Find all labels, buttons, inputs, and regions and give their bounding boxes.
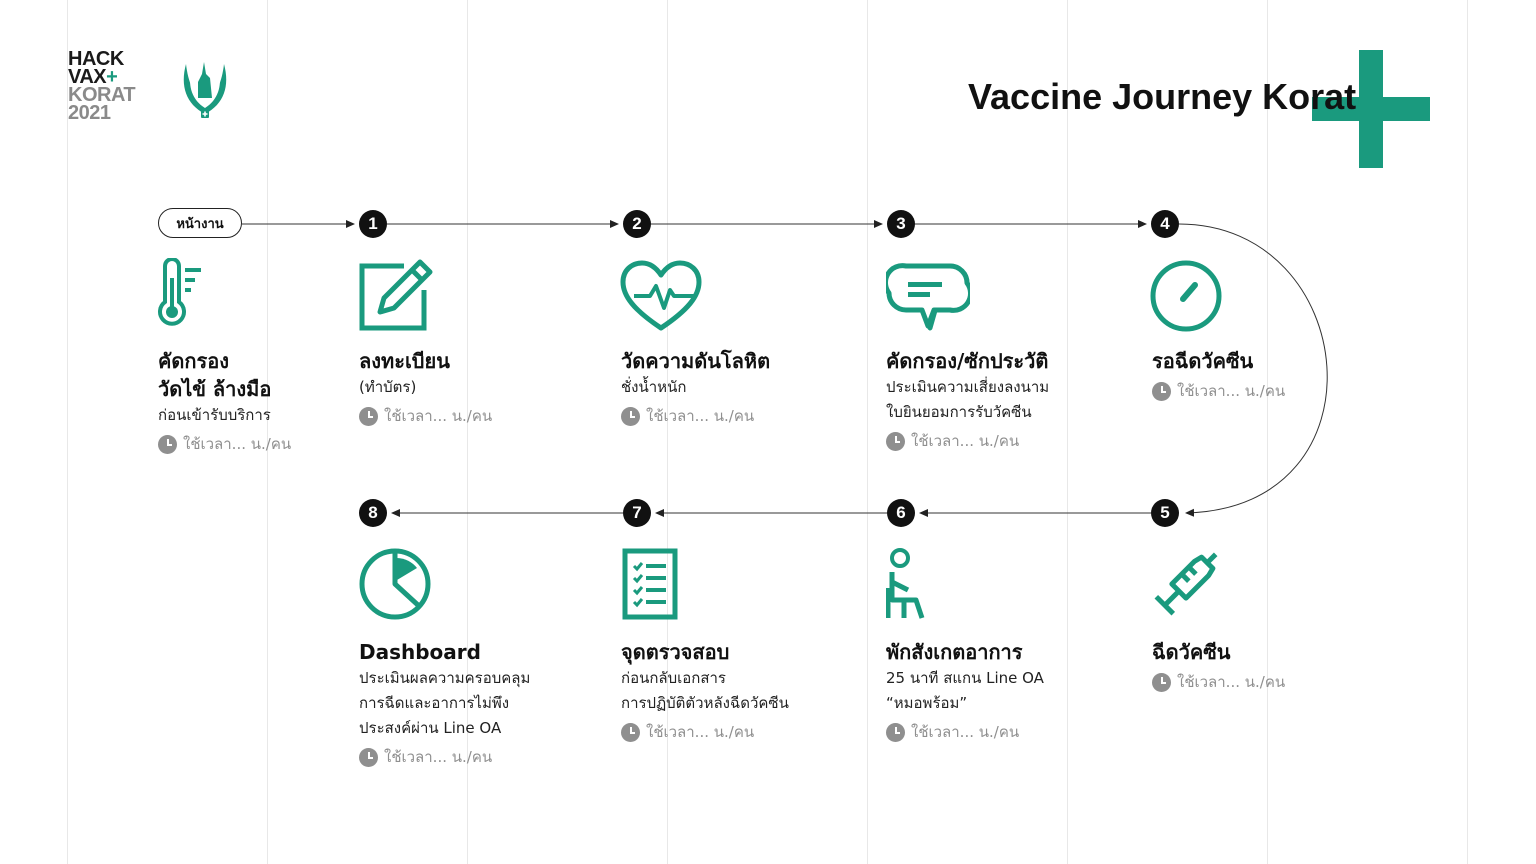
logo-line-year: 2021 <box>68 102 111 124</box>
step-title: ฉีดวัคซีน <box>1152 640 1231 664</box>
heart-pulse-icon <box>620 260 702 332</box>
step-desc: ใบยินยอมการรับวัคซีน <box>886 403 1032 421</box>
step-time <box>158 432 418 456</box>
step-time <box>359 745 619 769</box>
step-desc: (ทำบัตร) <box>359 378 417 396</box>
syringe-icon <box>1150 548 1222 620</box>
step-time-text: ใช้เวลา... น./คน <box>646 407 755 425</box>
step-badge-4: 4 <box>1151 210 1179 238</box>
step-badge-1: 1 <box>359 210 387 238</box>
step-title: ลงทะเบียน <box>359 349 450 373</box>
step-title: คัดกรอง/ซักประวัติ <box>886 349 1049 373</box>
step-4-waiting <box>1152 347 1352 403</box>
step-title: Dashboard <box>359 640 481 664</box>
step-2-blood-pressure <box>621 347 881 428</box>
logo-line-hack: HACK <box>68 48 124 70</box>
start-label: หน้างาน <box>158 208 242 238</box>
step-time-text: ใช้เวลา... น./คน <box>183 435 292 453</box>
chat-bubble-icon <box>886 262 970 332</box>
step-time-text: ใช้เวลา... น./คน <box>384 748 493 766</box>
clock-icon <box>621 723 640 742</box>
step-time <box>1152 379 1352 403</box>
step-7-checkpoint <box>621 638 881 744</box>
clock-icon <box>359 748 378 767</box>
step-desc: ก่อนเข้ารับบริการ <box>158 406 271 424</box>
step-time-text: ใช้เวลา... น./คน <box>1177 673 1286 691</box>
step-time <box>621 720 881 744</box>
step-time-text: ใช้เวลา... น./คน <box>646 723 755 741</box>
step-title: จุดตรวจสอบ <box>621 640 730 664</box>
step-title: พักสังเกตอาการ <box>886 640 1023 664</box>
step-badge-6: 6 <box>887 499 915 527</box>
step-time <box>1152 670 1352 694</box>
clock-icon <box>621 407 640 426</box>
seated-person-icon <box>886 548 934 620</box>
step-title: วัดความดันโลหิต <box>621 349 771 373</box>
step-desc: ประเมินผลความครอบคลุม <box>359 669 531 687</box>
step-desc: ประเมินความเสี่ยงลงนาม <box>886 378 1050 396</box>
step-time-text: ใช้เวลา... น./คน <box>911 432 1020 450</box>
page-title: Vaccine Journey Korat <box>968 76 1357 117</box>
step-title: คัดกรอง <box>158 349 229 373</box>
step-desc: 25 นาที สแกน Line OA <box>886 669 1044 687</box>
step-title: รอฉีดวัคซีน <box>1152 349 1254 373</box>
clock-icon <box>886 723 905 742</box>
step-time <box>886 720 1146 744</box>
step-time <box>886 429 1146 453</box>
gauge-icon <box>1149 259 1223 333</box>
step-time-text: ใช้เวลา... น./คน <box>1177 382 1286 400</box>
step-time <box>621 404 881 428</box>
step-3-history <box>886 347 1146 453</box>
step-badge-3: 3 <box>887 210 915 238</box>
step-desc: “หมอพร้อม” <box>886 694 968 712</box>
logo-plus: + <box>106 66 118 88</box>
step-8-dashboard <box>359 638 619 769</box>
clock-icon <box>886 432 905 451</box>
step-time-text: ใช้เวลา... น./คน <box>384 407 493 425</box>
step-time-text: ใช้เวลา... น./คน <box>911 723 1020 741</box>
step-time <box>359 404 619 428</box>
step-desc: การปฏิบัติตัวหลังฉีดวัคซีน <box>621 694 789 712</box>
step-desc: การฉีดและอาการไม่พึง <box>359 694 510 712</box>
step-5-vaccination <box>1152 638 1352 694</box>
step-badge-2: 2 <box>623 210 651 238</box>
clock-icon <box>1152 673 1171 692</box>
step-desc: ชั่งน้ำหนัก <box>621 378 687 396</box>
clock-icon <box>359 407 378 426</box>
step-badge-8: 8 <box>359 499 387 527</box>
checklist-icon <box>622 548 678 620</box>
edit-form-icon <box>358 258 434 334</box>
step-desc: ประสงค์ผ่าน Line OA <box>359 719 502 737</box>
step-badge-7: 7 <box>623 499 651 527</box>
logo-line-korat: KORAT <box>68 84 136 106</box>
thermometer-icon <box>155 258 207 330</box>
step-1-registration <box>359 347 619 428</box>
step-title: วัดไข้ ล้างมือ <box>158 377 272 401</box>
clock-icon <box>158 435 177 454</box>
pie-chart-icon <box>357 546 433 622</box>
step-6-observation <box>886 638 1146 744</box>
step-desc: ก่อนกลับเอกสาร <box>621 669 726 687</box>
logo-vax-text: VAX <box>68 66 107 88</box>
step-badge-5: 5 <box>1151 499 1179 527</box>
clock-icon <box>1152 382 1171 401</box>
